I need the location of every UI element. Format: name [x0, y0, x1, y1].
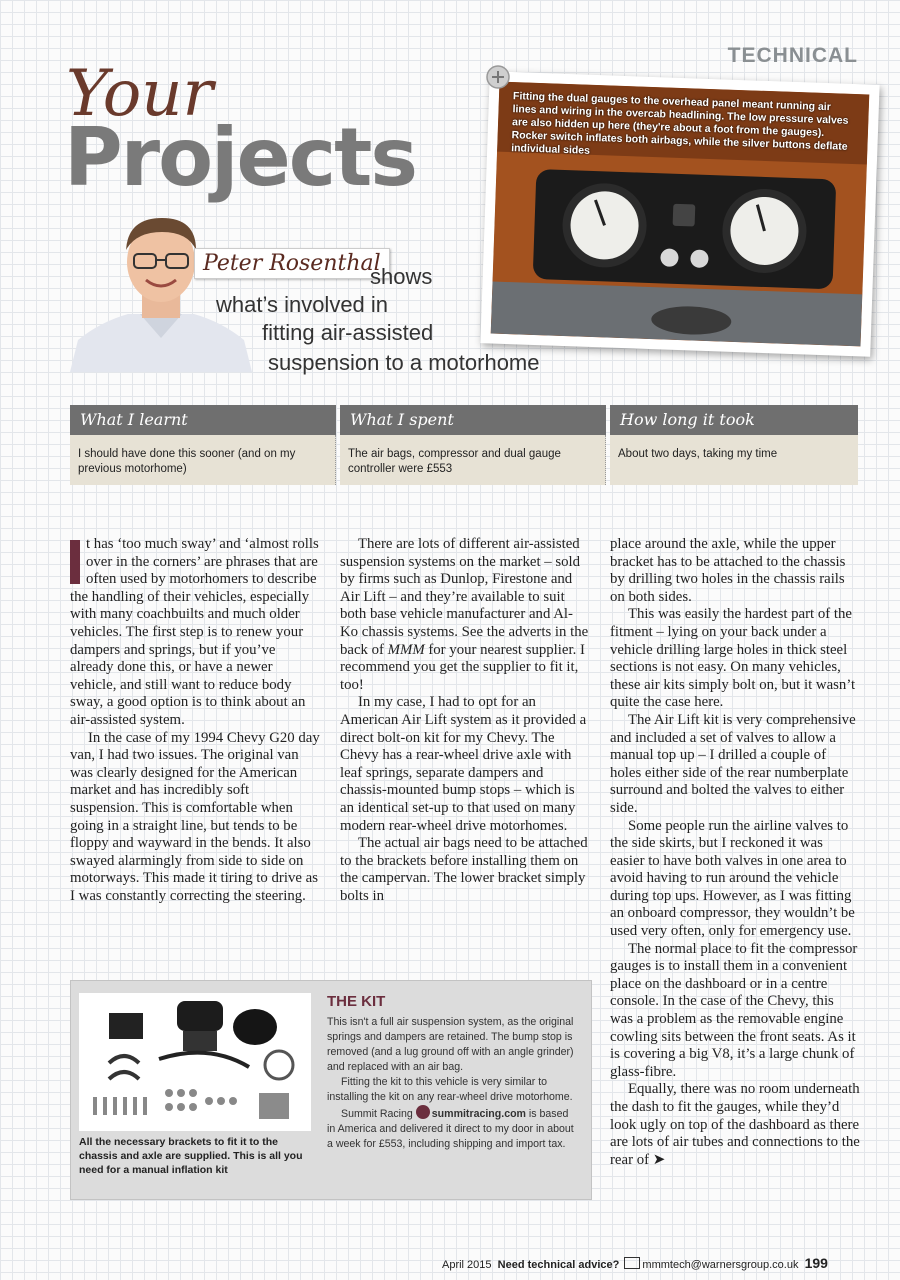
info-bar	[70, 405, 858, 485]
gauge-photo-frame	[480, 71, 879, 356]
kit-paragraph: Fitting the kit to this vehicle is very similar to installing the kit on any rear-wheel drive motorhome.	[327, 1076, 573, 1103]
body-paragraph: In my case, I had to opt for an American Air Lift system as it provided a direct bolt-on kit for my Chevy. The Chevy has a rear-wheel drive axle with leaf springs, separate dampers and chassis-mounted bump stops – which is an identical set-up to that used on many modern rear-wheel drive motorhomes.	[340, 694, 587, 834]
footer-advice: Need technical advice?	[497, 1259, 620, 1271]
gauge-photo	[491, 82, 870, 347]
body-paragraph: t has ‘too much sway’ and ‘almost rolls over in the corners’ are phrases that are often used by motorhomers to describe the handling of their vehicles, especially with many coachbuilts and much older vehicles. The first step is to renew your dampers and springs, but if you’ve already done this, or have a newer vehicle, and still want to reduce body sway, a good option is to think about an air-assisted system.	[70, 536, 319, 728]
intro-line-4: suspension to a motorhome	[268, 350, 540, 375]
globe-icon	[416, 1105, 430, 1119]
info-text-time: About two days, taking my time	[610, 435, 858, 485]
info-text-spent: The air bags, compressor and dual gauge controller were £553	[340, 435, 606, 485]
dropcap	[70, 540, 80, 584]
info-heading-learnt: What I learnt	[70, 405, 336, 435]
gauge-photo-caption: Fitting the dual gauges to the overhead panel meant running air lines and wiring in the overcab headlining. The low pressure valves are also hidden up here (they're about a foot from the gauges). Rocker switch inflates both airbags, while the silver buttons deflate individual sides	[510, 90, 849, 157]
author-photo	[70, 210, 252, 372]
title-projects: Projects	[64, 111, 417, 204]
body-paragraph: The Air Lift kit is very comprehensive and included a set of valves to allow a manual top up – I drilled a couple of holes either side of the rear numberplate surround and bolted the valves to either side.	[610, 711, 856, 816]
kit-parts-image	[79, 993, 311, 1131]
page-number: 199	[804, 1255, 828, 1271]
body-paragraph: place around the axle, while the upper bracket has to be attached to the chassis by drilling two holes in the chassis rails on both sides.	[610, 536, 846, 605]
title-your: Your	[66, 57, 214, 131]
body-paragraph: Some people run the airline valves to the side skirts, but I reckoned it was easier to have both valves in one area to avoid having to run around the vehicle during top ups. However, as I was fitting an onboard compressor, they wouldn’t be used very often, only for emergency use.	[610, 817, 855, 940]
body-paragraph: The actual air bags need to be attached to the brackets before installing them on the campervan. The lower bracket simply bolts in	[340, 835, 588, 904]
intro-line-1: shows	[370, 264, 433, 289]
info-text-learnt: I should have done this sooner (and on my previous motorhome)	[70, 435, 336, 485]
body-column-3	[610, 536, 860, 1169]
kit-title: THE KIT	[327, 993, 386, 1010]
section-tag: TECHNICAL	[727, 44, 858, 67]
kit-paragraph: Summit Racing summitracing.com is based in America and delivered it direct to my door in about a week for £553, including shipping and import tax.	[327, 1105, 579, 1152]
email-icon	[624, 1257, 640, 1269]
intro-line-3: fitting air-assisted	[262, 320, 434, 345]
pushpin-icon	[483, 62, 513, 92]
body-column-2	[340, 536, 590, 905]
page-footer	[442, 1255, 828, 1271]
body-paragraph: There are lots of different air-assisted suspension systems on the market – sold by firms such as Dunlop, Firestone and Air Lift – and they’re available to suit both base vehicle manufacturer and Al-Ko chassis systems. See the adverts in the back of MMM for your nearest supplier. I recommend you get the supplier to fit it, too!	[340, 536, 589, 693]
footer-email[interactable]: mmmtech@warnersgroup.co.uk	[642, 1259, 799, 1271]
kit-box	[70, 980, 592, 1200]
kit-url[interactable]: summitracing.com	[431, 1108, 526, 1120]
footer-date: April 2015	[442, 1259, 492, 1271]
body-paragraph: This was easily the hardest part of the fitment – lying on your back under a vehicle drilling large holes in thick steel sections is not easy. On many vehicles, these air kits simply bolt on, but it wasn’t quite the case here.	[610, 606, 856, 711]
info-heading-spent: What I spent	[340, 405, 606, 435]
body-paragraph: Equally, there was no room underneath the dash to fit the gauges, while they’d look ugly on top of the dashboard as there are lots of air tubes and connections to the rear of ➤	[610, 1081, 860, 1168]
body-column-1	[70, 536, 320, 905]
kit-caption: All the necessary brackets to fit it to the chassis and axle are supplied. This is all you need for a manual inflation kit	[79, 1136, 303, 1176]
intro-line-2: what’s involved in	[216, 292, 389, 317]
kit-text	[327, 1015, 579, 1152]
kit-paragraph: This isn't a full air suspension system, as the original springs and dampers are retained. The bump stop is removed (and a lug ground off with an angle grinder) and replaced with an air bag.	[327, 1016, 574, 1073]
info-heading-time: How long it took	[610, 405, 858, 435]
body-paragraph: In the case of my 1994 Chevy G20 day van, I had two issues. The original van was clearly designed for the American market and has incredibly soft suspension. This is comfortable when going in a straight line, but tends to be floppy and wayward in the bends. It also swayed alarmingly from side to side on motorways. This made it tiring to drive as I was constantly correcting the steering.	[70, 729, 320, 904]
body-paragraph: The normal place to fit the compressor gauges is to install them in a convenient place on the dashboard or in a centre console. In the case of the Chevy, this was a problem as the removable engine cowling sits between the front seats. As it is covering a big V8, it’s a large chunk of glass-fibre.	[610, 940, 858, 1080]
author-name: Peter Rosenthal	[194, 248, 390, 279]
